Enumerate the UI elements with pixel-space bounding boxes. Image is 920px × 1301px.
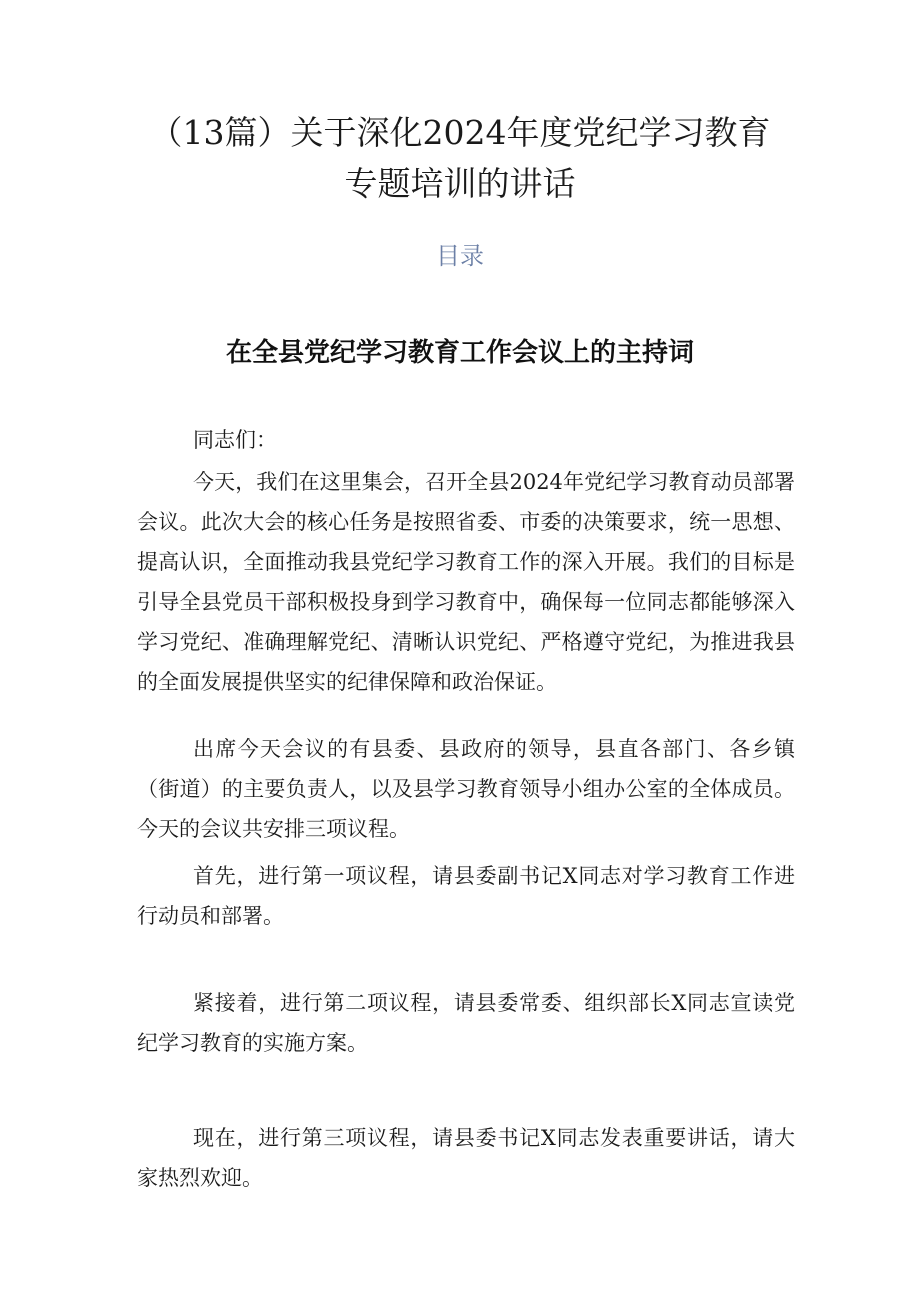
body-paragraph-5: 现在，进行第三项议程，请县委书记X同志发表重要讲话，请大家热烈欢迎。 — [137, 1126, 795, 1190]
section-heading: 在全县党纪学习教育工作会议上的主持词 — [225, 338, 694, 368]
body-paragraph-2: 出席今天会议的有县委、县政府的领导，县直各部门、各乡镇（街道）的主要负责人，以及县学习教育领导小组办公室的全体成员。今天的会议共安排三项议程。 — [137, 737, 795, 841]
document-title-line-2: 专题培训的讲话 — [344, 164, 576, 203]
body-paragraph-4: 紧接着，进行第二项议程，请县委常委、组织部长X同志宣读党纪学习教育的实施方案。 — [137, 991, 795, 1055]
body-paragraph-3: 首先，进行第一项议程，请县委副书记X同志对学习教育工作进行动员和部署。 — [137, 864, 795, 928]
document-title-line-1: （13篇）关于深化2024年度党纪学习教育 — [149, 113, 771, 152]
body-paragraph-1: 今天，我们在这里集会，召开全县2024年党纪学习教育动员部署会议。此次大会的核心任务是按照省委、市委的决策要求，统一思想、提高认识，全面推动我县党纪学习教育工作的深入开展。我们的目标是引导全县党员干部积极投身到学习教育中，确保每一位同志都能够深入学习党纪、准确理解党纪、清晰认识党纪、严格遵守党纪，为推进我县的全面发展提供坚实的纪律保障和政治保证。 — [137, 470, 795, 694]
salutation-paragraph: 同志们： — [193, 428, 277, 452]
table-of-contents-link[interactable]: 目录 — [436, 242, 484, 270]
